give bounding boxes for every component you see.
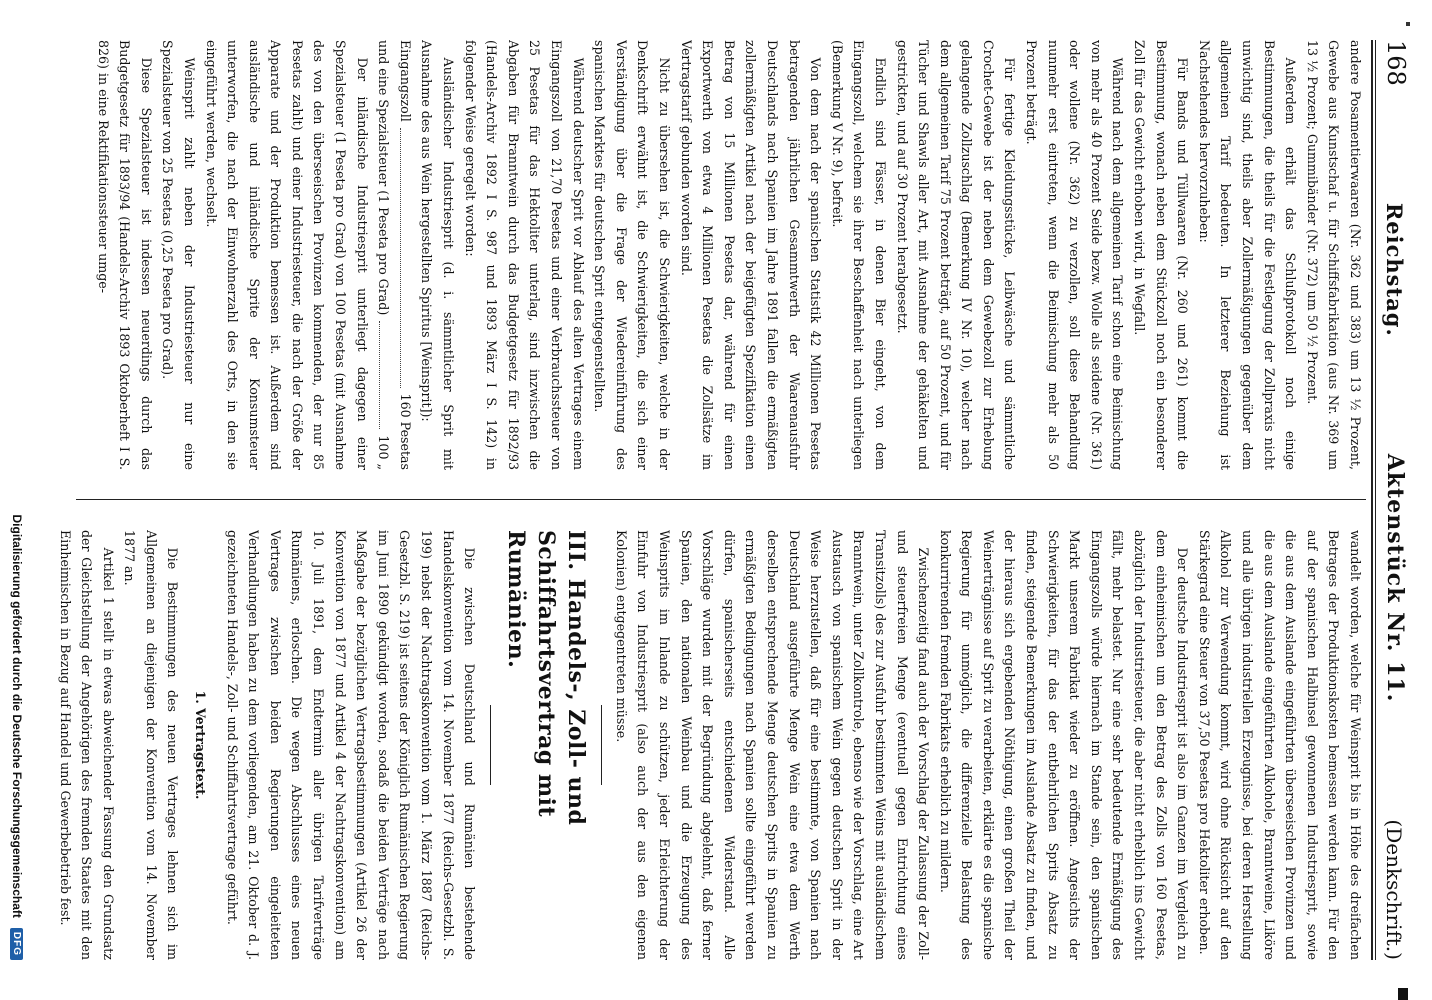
paragraph: Außerdem erhält das Schlußprotokoll noch einige Bestimmungen, die theils für die Festlegung der Zollpraxis nicht unwichtig sind, theils aber Zollermäßigungen gegenüber dem allgemeinen Tarif bedeuten. In letzterer Beziehung ist Nachstehendes hervorzuheben:	[1196, 40, 1299, 470]
page-number: 168	[1382, 40, 1410, 86]
paragraph: Nicht zu übersehen ist, die Schwierigkeiten, welche in der Denkschrift erwähnt ist, die Schwierigkeiten, die sich einer Verständigung über die Frage der Wiedereinführung des spanischen Marktes für deutschen Sprit entgegenstellten.	[592, 40, 672, 470]
section-heading: III. Handels-, Zoll- und Schiffahrtsvertrag mit Rumänien.	[503, 530, 590, 826]
document-number: Aktenstück Nr. 11.	[1382, 453, 1408, 703]
tariff-label: und eine Spezialsteuer (1 Peseta pro Grad)	[376, 40, 392, 316]
subsection-heading: 1. Vertragstext.	[193, 690, 209, 800]
credit-text: Digitalisierung gefördert durch die Deutsche Forschungsgemeinschaft	[10, 514, 24, 918]
scan-corner-mark	[1398, 988, 1408, 1000]
paragraph: Die Bestimmungen des neuen Vertrages lehnen sich im Allgemeinen an diejenigen der Konvention vom 14. November 1877 an.	[122, 530, 181, 960]
paragraph: Der inländische Industriesprit unterliegt dagegen einer Spezialsteuer (1 Peseta pro Grad) von 100 Pesetas (mit Ausnahme des von den überseeischen Provinzen kommenden, der nur 85 Pesetas zahlt) und einer Industriesteuer, die nach der Größe der Apparate und der Produktion bemessen ist. Außerdem sind ausländische und inländische Sprite der Konsumsteuer unterworfen, die nach der Einwohnerzahl des Orts, in den sie eingeführt werden, wechselt.	[203, 40, 370, 470]
paragraph: Diese Spezialsteuer ist indessen neuerdings durch das Budgetgesetz für 1893/94 (Handels-Archiv 1893 Oktoberheft I S. 826) in eine Rektifikationssteuer umge-	[95, 40, 154, 470]
paragraph: Ausländischer Industriesprit (d. i. sämmtlicher Sprit mit Ausnahme des aus Wein hergestellten Spiritus [Weinsprit]):	[419, 40, 457, 470]
chamber-name: Reichstag.	[1382, 202, 1407, 337]
paragraph: Von dem nach der spanischen Statistik 42 Millionen Pesetas betragenden jährlichen Gesammtwerth der Waarenausfuhr Deutschlands nach Spanien im Jahre 1891 fallen die ermäßigten zollermäßigten Artikel nach der beigefügten Spezifikation einen Betrag von 15 Millionen Pesetas dar, während für einen Exportwerth von etwa 4 Millionen Pesetas die Zollsätze im Vertragstarif gebunden worden sind.	[678, 40, 824, 470]
dfg-logo: DFG	[11, 928, 24, 960]
paragraph: wandelt worden, welche für Weinsprit bis in Höhe des dreifachen Betrages der Produktionskosten bemessen werden kann. Für den auf der spanischen Halbinsel gewonnenen Industriesprit, sowie die aus dem Auslande eingeführten überseeischen Provinzen und die aus dem Auslande eingeführten Alkohole, Branntweine, Liköre und alle übrigen industriellen Erzeugnisse, bei deren Herstellung Alkohol zur Verwendung kommt, wird ohne Rücksicht auf den Stärkegrad eine Steuer von 37,50 Pesetas pro Hektoliter erhoben.	[1196, 530, 1363, 960]
scan-dot	[1406, 22, 1410, 26]
paragraph: Für Bands und Tüllwaaren (Nr. 260 und 261) kommt die Bestimmung, wonach neben dem Stückzoll noch ein besonderer Zoll für das Gewicht erhoben wird, in Wegfall.	[1132, 40, 1191, 470]
paragraph: Während nach dem allgemeinen Tarif schon eine Beimischung von mehr als 40 Prozent Seide bezw. Wolle als seidene (Nr. 361) oder wollene (Nr. 362) zu verzollen, soll diese Behandlung nunmehr erst eintreten, wenn die Beimischung mehr als 50 Prozent beträgt.	[1024, 40, 1126, 470]
paragraph: andere Posamentierwaaren (Nr. 362 und 383) um 13 ½ Prozent, Gewebe aus Kunstschaf u. für Schiffsfabrikation (aus Nr. 369 um 13 ½ Prozent; Gummibänder (Nr. 372) um 50 ½ Prozent.	[1304, 40, 1363, 470]
paragraph: Für fertige Kleidungsstücke, Leibwäsche und sämmtliche Crochet-Gewebe ist der neben dem Gewebezoll zur Erhebung gelangende Zollzuschlag (Bemerkung IV Nr. 10), welcher nach dem allgemeinen Tarif 75 Prozent beträgt, auf 50 Prozent, und für Tücher und Shawls aller Art, mit Ausnahme der gehäkelten und gestrickten, und auf 30 Prozent herabgesetzt.	[894, 40, 1018, 470]
tariff-value: 160 Pesetas	[397, 393, 413, 470]
paragraph: Die zwischen Deutschland und Rumänien bestehende Handelskonvention vom 14. November 1877 (Reichs-Gesetzbl. S. 199) nebst der Nachtragskonvention vom 1. März 1887 (Reichs-Gesetzbl. S. 219) ist seitens der Königlich Rumänischen Regierung im Juni 1890 gekündigt worden, sodaß die beiden Verträge nach Maßgabe der bezüglichen Vertragsbestimmungen (Artikel 26 der Konvention von 1877 und Artikel 4 der Nachtragskonvention) am 10. Juli 1891, dem Endtermin aller übrigen Tarifverträge Rumäniens, erloschen. Die wegen Abschlusses eines neuen Vertrages zwischen beiden Regierungen eingeleiteten Verhandlungen haben zu dem vorliegenden, am 21. Oktober d. J. gezeichneten Handels-, Zoll- und Schiffahrtsvertrage geführt.	[224, 530, 478, 960]
paragraph: Endlich sind Fässer, in denen Bier eingeht, von dem Eingangszoll, welchem sie ihrer Beschaffenheit nach unterliegen (Bemerkung V Nr. 9), befreit.	[829, 40, 888, 470]
paragraph: Zwischenzeitig fand auch der Vorschlag der Zulassung der Zoll- und steuerfreien Menge (eventuell gegen Entrichtung eines Transitzolls) des zur Ausfuhr bestimmten Weins mit ausländischem Branntwein, unter Zollkontrole, ebenso wie der Vorschlag, eine Art Austausch von spanischem Wein gegen deutschen Sprit in der Weise herzustellen, daß für eine bestimmte, von Spanien nach Deutschland ausgeführte Menge Wein eine etwa dem Werth derselben entsprechende Menge deutschen Sprits in Spanien zu ermäßigten Bedingungen nach Spanien sollte eingeführt werden dürfen, spanischerseits entschiedenen Widerstand. Alle Vorschläge wurden mit der Begründung abgelehnt, daß ferner Spanien, den nationalen Weinbau und die Erzeugung des Weinsprits im Inlande zu schützen, jeder Erleichterung der Einfuhr von Industriesprit (also auch der aus den eigenen Kolonien) entgegentreten müsse.	[613, 530, 932, 960]
tariff-label: Eingangszoll	[397, 40, 413, 122]
paragraph: Der deutsche Industriesprit ist also im Ganzen im Vergleich zu dem einheimischen um den Betrag des Zolls von 160 Pesetas, abzüglich der Industriesteuer, die aber nicht erheblich ins Gewicht fällt, mehr belastet. Nur eine sehr bedeutende Ermäßigung des Eingangszolls würde hiernach im Stande sein, den spanischen Markt unserem Fabrikat wieder zu eröffnen. Angesichts der Schwierigkeiten, für das der entbehrlichen Sprits Absatz zu finden, steigende Bemerkungen im Auslande Absatz zu finden, und der hieraus sich ergebenden Nöthigung, einen großen Theil der Weinerträgnisse auf Sprit zu verarbeiten, erklärte es die spanische Regierung für unmöglich, die differenzielle Belastung des konkurrirenden fremden Fabrikats erheblich zu mildern.	[937, 530, 1191, 960]
paragraph: Artikel 1 stellt in etwas abweichender Fassung den Grundsatz der Gleichstellung der Angehörigen des fremden Staates mit den Einheimischen in Bezug auf Handel und Gewerbebetrieb fest.	[57, 530, 116, 960]
paragraph: Weinsprit zahlt neben der Industriesteuer nur eine Spezialsteuer von 25 Pesetas (0,25 Peseta pro Grad).	[160, 40, 197, 470]
paragraph: Während deutscher Sprit vor Ablauf des alten Vertrages einem Eingangszoll von 21,70 Pesetas und einer Verbrauchssteuer von 25 Pesetas für das Hektoliter unterlag, sind inzwischen die Abgaben für Branntwein durch das Budgetgesetz für 1892/93 (Handels-Archiv 1892 I S. 987 und 1893 März I S. 142) in folgender Weise geregelt worden:	[462, 40, 586, 470]
tariff-value: 100 „	[376, 435, 392, 470]
document-kind: (Denkschrift.)	[1382, 819, 1406, 960]
